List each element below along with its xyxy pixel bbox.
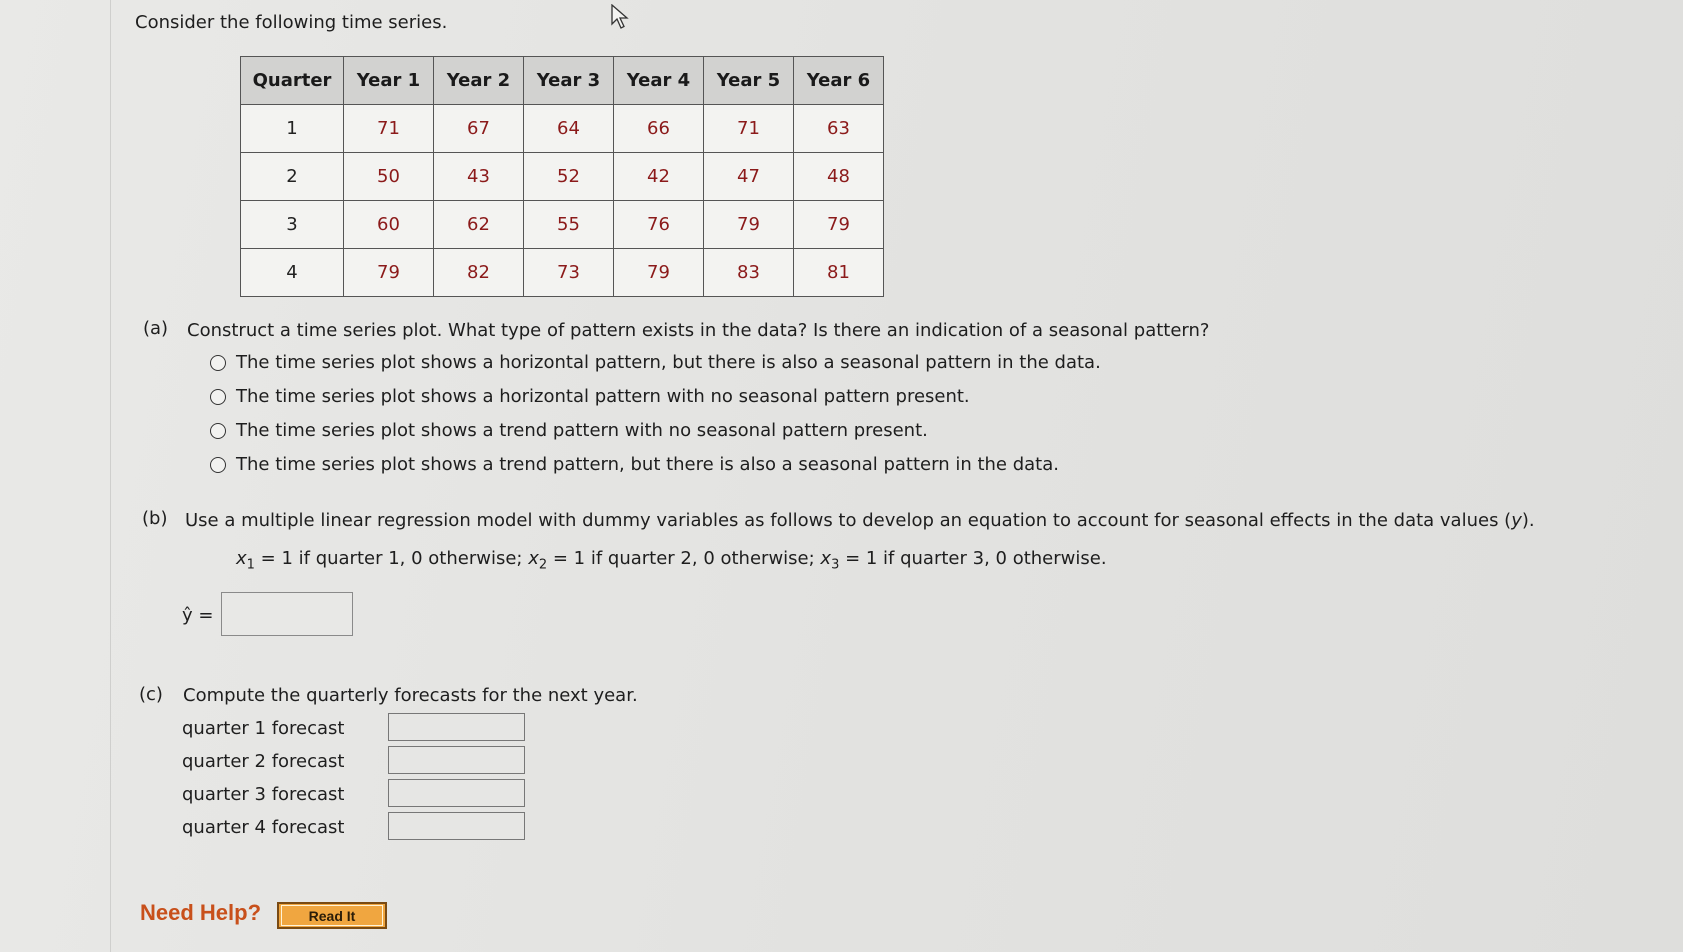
quarter-1-forecast-label: quarter 1 forecast — [182, 718, 345, 739]
value-cell: 55 — [524, 201, 614, 249]
value-cell: 52 — [524, 153, 614, 201]
header-year-3: Year 3 — [524, 57, 614, 105]
quarter-2-forecast-input[interactable] — [388, 746, 525, 774]
choice-horizontal-no-seasonal[interactable] — [210, 386, 970, 407]
eq-text: = 1 if quarter 2, 0 otherwise; — [547, 548, 821, 569]
header-year-5: Year 5 — [704, 57, 794, 105]
quarter-cell: 1 — [241, 105, 344, 153]
radio-button[interactable] — [210, 389, 226, 405]
value-cell: 79 — [794, 201, 884, 249]
eq-text: = 1 if quarter 1, 0 otherwise; — [254, 548, 529, 569]
value-cell: 64 — [524, 105, 614, 153]
value-cell: 73 — [524, 249, 614, 297]
eq-text: = 1 if quarter 3, 0 otherwise. — [839, 548, 1107, 569]
quarter-4-forecast-input[interactable] — [388, 812, 525, 840]
quarter-4-forecast-label: quarter 4 forecast — [182, 817, 345, 838]
choice-label: The time series plot shows a horizontal pattern, but there is also a seasonal pattern in the data. — [236, 352, 1101, 373]
quarter-2-forecast-label: quarter 2 forecast — [182, 751, 345, 772]
value-cell: 48 — [794, 153, 884, 201]
read-it-button[interactable] — [277, 902, 387, 929]
part-b-question-text: Use a multiple linear regression model with dummy variables as follows to develop an equation to account for seasonal effects in the data values ( — [185, 510, 1512, 531]
header-year-4: Year 4 — [614, 57, 704, 105]
x-subscript: 2 — [538, 557, 548, 573]
choice-label: The time series plot shows a horizontal pattern with no seasonal pattern present. — [236, 386, 970, 407]
yhat-label: ŷ = — [182, 605, 214, 626]
mouse-cursor-icon — [610, 4, 630, 30]
header-year-2: Year 2 — [434, 57, 524, 105]
choice-label: The time series plot shows a trend pattern with no seasonal pattern present. — [236, 420, 928, 441]
quarter-cell: 4 — [241, 249, 344, 297]
value-cell: 63 — [794, 105, 884, 153]
table-header-row — [241, 57, 884, 105]
value-cell: 79 — [344, 249, 434, 297]
table-row — [241, 105, 884, 153]
part-c-label: (c) — [139, 684, 163, 705]
radio-button[interactable] — [210, 457, 226, 473]
radio-button[interactable] — [210, 355, 226, 371]
read-it-label: Read It — [281, 905, 383, 926]
choice-trend-seasonal[interactable] — [210, 454, 1059, 475]
value-cell: 82 — [434, 249, 524, 297]
need-help-label: Need Help? — [140, 900, 262, 925]
value-cell: 79 — [614, 249, 704, 297]
choice-label: The time series plot shows a trend pattern, but there is also a seasonal pattern in the data. — [236, 454, 1059, 475]
value-cell: 43 — [434, 153, 524, 201]
value-cell: 67 — [434, 105, 524, 153]
table-row — [241, 249, 884, 297]
quarter-3-forecast-input[interactable] — [388, 779, 525, 807]
value-cell: 50 — [344, 153, 434, 201]
regression-equation-input[interactable] — [221, 592, 353, 636]
value-cell: 83 — [704, 249, 794, 297]
choice-horizontal-seasonal[interactable] — [210, 352, 1101, 373]
quarter-3-forecast-label: quarter 3 forecast — [182, 784, 345, 805]
quarter-cell: 2 — [241, 153, 344, 201]
part-a-question: Construct a time series plot. What type of pattern exists in the data? Is there an indication of a seasonal pattern? — [187, 320, 1210, 341]
part-b-label: (b) — [142, 508, 168, 529]
quarter-1-forecast-input[interactable] — [388, 713, 525, 741]
part-b-question-end: ). — [1521, 510, 1535, 531]
value-cell: 60 — [344, 201, 434, 249]
dummy-variable-definition — [236, 548, 1107, 573]
value-cell: 42 — [614, 153, 704, 201]
value-cell: 71 — [344, 105, 434, 153]
value-cell: 79 — [704, 201, 794, 249]
part-b-question — [185, 510, 1535, 531]
radio-button[interactable] — [210, 423, 226, 439]
y-variable: y — [1511, 510, 1522, 531]
part-a-label: (a) — [143, 318, 169, 339]
intro-text: Consider the following time series. — [135, 12, 448, 33]
x-subscript: 3 — [831, 557, 840, 573]
choice-trend-no-seasonal[interactable] — [210, 420, 928, 441]
value-cell: 47 — [704, 153, 794, 201]
header-year-6: Year 6 — [794, 57, 884, 105]
header-quarter: Quarter — [241, 57, 344, 105]
x-subscript: 1 — [246, 557, 255, 573]
value-cell: 62 — [434, 201, 524, 249]
table-row — [241, 201, 884, 249]
part-c-question: Compute the quarterly forecasts for the next year. — [183, 685, 638, 706]
left-divider — [110, 0, 111, 952]
value-cell: 66 — [614, 105, 704, 153]
quarter-cell: 3 — [241, 201, 344, 249]
x-var: x — [820, 548, 832, 569]
table-row — [241, 153, 884, 201]
x-var: x — [236, 548, 247, 569]
x-var: x — [528, 548, 539, 569]
header-year-1: Year 1 — [344, 57, 434, 105]
value-cell: 71 — [704, 105, 794, 153]
value-cell: 81 — [794, 249, 884, 297]
value-cell: 76 — [614, 201, 704, 249]
time-series-table — [240, 56, 884, 297]
